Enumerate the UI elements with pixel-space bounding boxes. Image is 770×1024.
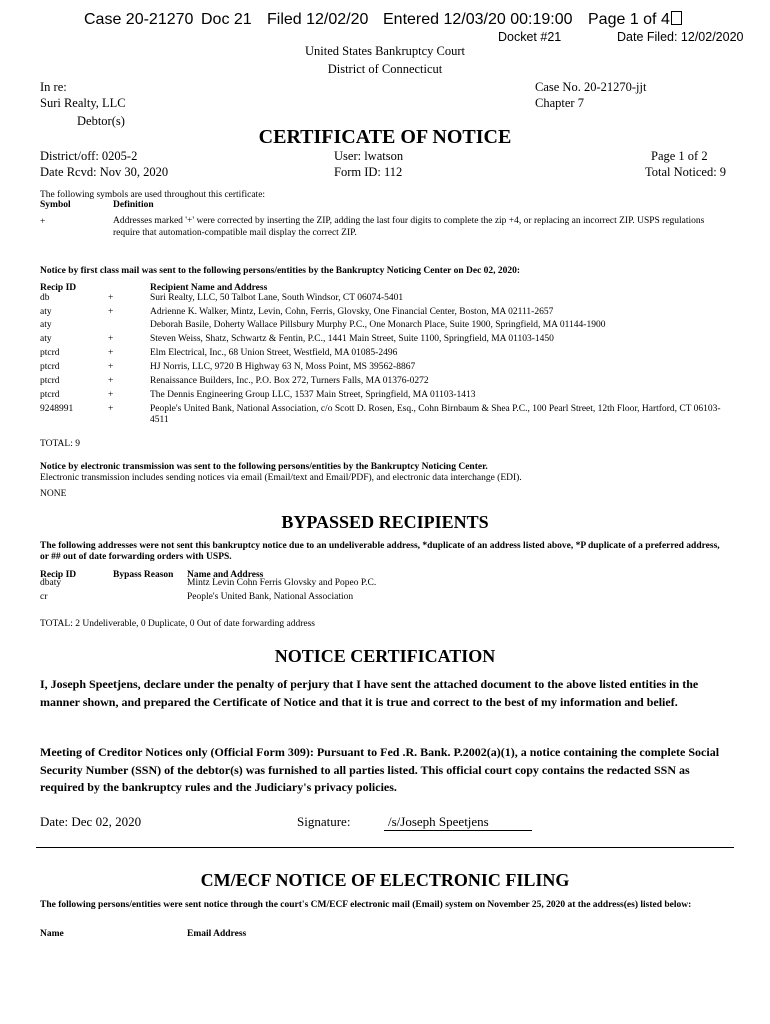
recip-id: aty	[40, 320, 52, 330]
signature-label: Signature:	[297, 814, 351, 829]
in-re-label: In re:	[40, 80, 67, 94]
corrected-mark: +	[108, 334, 114, 344]
symbols-intro: The following symbols are used throughout this certificate:	[40, 190, 266, 200]
bypass-col-recip-id: Recip ID	[40, 570, 77, 580]
ecf-intro: The following persons/entities were sent notice through the court's CM/ECF electronic mail (Email) system on November 25, 2020 at the address(es) listed below:	[40, 900, 692, 910]
electronic-none: NONE	[40, 489, 67, 499]
symbol-column-header: Symbol	[40, 200, 71, 210]
district-off: District/off: 0205-2	[40, 149, 138, 163]
corrected-mark: +	[108, 362, 114, 372]
stamp-doc: Doc 21	[201, 11, 252, 28]
date-received: Date Rcvd: Nov 30, 2020	[40, 165, 169, 179]
table-row	[40, 376, 730, 389]
table-row	[40, 404, 730, 428]
recip-id: ptcrd	[40, 376, 60, 386]
stamp-entered: Entered 12/03/20 00:19:00	[383, 11, 573, 28]
bypass-recip-id: cr	[40, 592, 48, 602]
signature-line	[384, 830, 532, 831]
bypass-recip-id: dbaty	[40, 578, 62, 588]
table-row	[40, 390, 730, 403]
total-noticed: Total Noticed: 9	[645, 165, 727, 179]
electronic-note: Electronic transmission includes sending notices via email (Email/text and Email/PDF), and electronic data interchange (EDI).	[40, 473, 522, 483]
recip-id: db	[40, 293, 50, 303]
table-row	[40, 293, 730, 306]
recipient-address: Elm Electrical, Inc., 68 Union Street, Westfield, MA 01085-2496	[150, 348, 398, 358]
table-row	[40, 592, 540, 605]
ecf-col-email: Email Address	[187, 929, 247, 939]
bypass-col-reason: Bypass Reason	[113, 570, 174, 580]
court-district: District of Connecticut	[327, 62, 443, 76]
recipient-address: People's United Bank, National Association, c/o Scott D. Rosen, Esq., Cohn Birnbaum & Shea P.C., 100 Pearl Street, 12th Floor, Hartford, CT 06103-4511	[150, 404, 721, 425]
recipient-address: HJ Norris, LLC, 9720 B Highway 63 N, Moss Point, MS 39562-8867	[150, 362, 416, 372]
corrected-mark: +	[108, 348, 114, 358]
recipient-address: Deborah Basile, Doherty Wallace Pillsbury Murphy P.C., One Monarch Place, Suite 1900, Springfield, MA 01144-1900	[150, 320, 606, 330]
recip-id: aty	[40, 307, 52, 317]
bypass-name: Mintz Levin Cohn Ferris Glovsky and Popeo P.C.	[187, 578, 377, 588]
recipient-address: Suri Realty, LLC, 50 Talbot Lane, South Windsor, CT 06074-5401	[150, 293, 404, 303]
recip-id: ptcrd	[40, 348, 60, 358]
ecf-col-name: Name	[40, 929, 64, 939]
bypassed-title: BYPASSED RECIPIENTS	[281, 512, 489, 532]
bypass-col-name: Name and Address	[187, 570, 264, 580]
stamp-case: Case 20-21270	[84, 11, 194, 28]
mail-col-name: Recipient Name and Address	[150, 283, 268, 293]
recip-id: ptcrd	[40, 362, 60, 372]
corrected-mark: +	[108, 390, 114, 400]
mail-col-recip-id: Recip ID	[40, 283, 77, 293]
declaration-paragraph: I, Joseph Speetjens, declare under the penalty of perjury that I have sent the attached document to the above listed entities in the manner shown, and prepared the Certificate of Notice and that it is true and correct to the best of my information and belief.	[40, 677, 699, 709]
recipient-address: Adrienne K. Walker, Mintz, Levin, Cohn, Ferris, Glovsky, One Financial Center, Boston, MA 02111-2657	[150, 307, 554, 317]
certification-date: Date: Dec 02, 2020	[40, 814, 142, 829]
case-number: Case No. 20-21270-jjt	[535, 80, 647, 94]
symbol-plus: +	[40, 217, 46, 227]
table-row	[40, 320, 730, 333]
meta-page: Page 1 of 2	[651, 149, 708, 163]
ecf-title: CM/ECF NOTICE OF ELECTRONIC FILING	[200, 870, 570, 890]
recipient-address: Renaissance Builders, Inc., P.O. Box 272, Turners Falls, MA 01376-0272	[150, 376, 429, 386]
bypassed-intro: The following addresses were not sent this bankruptcy notice due to an undeliverable address, *duplicate of an address listed above, *P duplicate of a preferred address, or ## out of date forwarding orders with USPS.	[40, 541, 720, 562]
user: User: lwatson	[334, 149, 404, 163]
signature-value: /s/Joseph Speetjens	[388, 814, 489, 829]
stamp-date-filed: Date Filed: 12/02/2020	[617, 30, 744, 44]
table-row	[40, 348, 730, 361]
electronic-heading: Notice by electronic transmission was sent to the following persons/entities by the Bankruptcy Noticing Center.	[40, 462, 488, 472]
symbol-definition: Addresses marked '+' were corrected by inserting the ZIP, adding the last four digits to complete the zip +4, or replacing an incorrect ZIP. USPS regulations require that automation-compatible mail display the correct ZIP.	[113, 216, 705, 238]
recip-id: 9248991	[40, 404, 74, 414]
corrected-mark: +	[108, 293, 114, 303]
section-divider	[36, 847, 734, 848]
certification-title: NOTICE CERTIFICATION	[274, 646, 496, 666]
court-name: United States Bankruptcy Court	[304, 44, 466, 58]
bypass-name: People's United Bank, National Association	[187, 592, 354, 602]
stamp-page: Page 1 of 4	[588, 11, 682, 29]
recipient-address: Steven Weiss, Shatz, Schwartz & Fentin, P.C., 1441 Main Street, Suite 1100, Springfield, MA 01103-1450	[150, 334, 554, 344]
definition-column-header: Definition	[113, 200, 154, 210]
stamp-docket: Docket #21	[498, 30, 562, 44]
recipient-address: The Dennis Engineering Group LLC, 1537 Main Street, Springfield, MA 01103-1413	[150, 390, 476, 400]
table-row	[40, 307, 730, 320]
form-id: Form ID: 112	[334, 165, 403, 179]
corrected-mark: +	[108, 404, 114, 414]
corrected-mark: +	[108, 376, 114, 386]
table-row	[40, 362, 730, 375]
stamp-filed: Filed 12/02/20	[267, 11, 369, 28]
chapter: Chapter 7	[535, 96, 584, 110]
recip-id: ptcrd	[40, 390, 60, 400]
debtor-label: Debtor(s)	[77, 114, 125, 128]
mail-total: TOTAL: 9	[40, 439, 80, 449]
table-row	[40, 334, 730, 347]
recip-id: aty	[40, 334, 52, 344]
table-row	[40, 578, 540, 591]
debtor-name: Suri Realty, LLC	[40, 96, 126, 110]
certificate-title: CERTIFICATE OF NOTICE	[258, 126, 512, 148]
bypassed-total: TOTAL: 2 Undeliverable, 0 Duplicate, 0 Out of date forwarding address	[40, 619, 316, 629]
meeting-paragraph: Meeting of Creditor Notices only (Official Form 309): Pursuant to Fed .R. Bank. P.2002(a)(1), a notice containing the complete Social Security Number (SSN) of the debtor(s) was furnished to all parties listed. This official court copy contains the redacted SSN as required by the bankruptcy rules and the Judiciary's privacy policies.	[40, 745, 720, 794]
corrected-mark: +	[108, 307, 114, 317]
missing-glyph-box	[671, 11, 682, 25]
mail-heading: Notice by first class mail was sent to the following persons/entities by the Bankruptcy Noticing Center on Dec 02, 2020:	[40, 266, 521, 276]
